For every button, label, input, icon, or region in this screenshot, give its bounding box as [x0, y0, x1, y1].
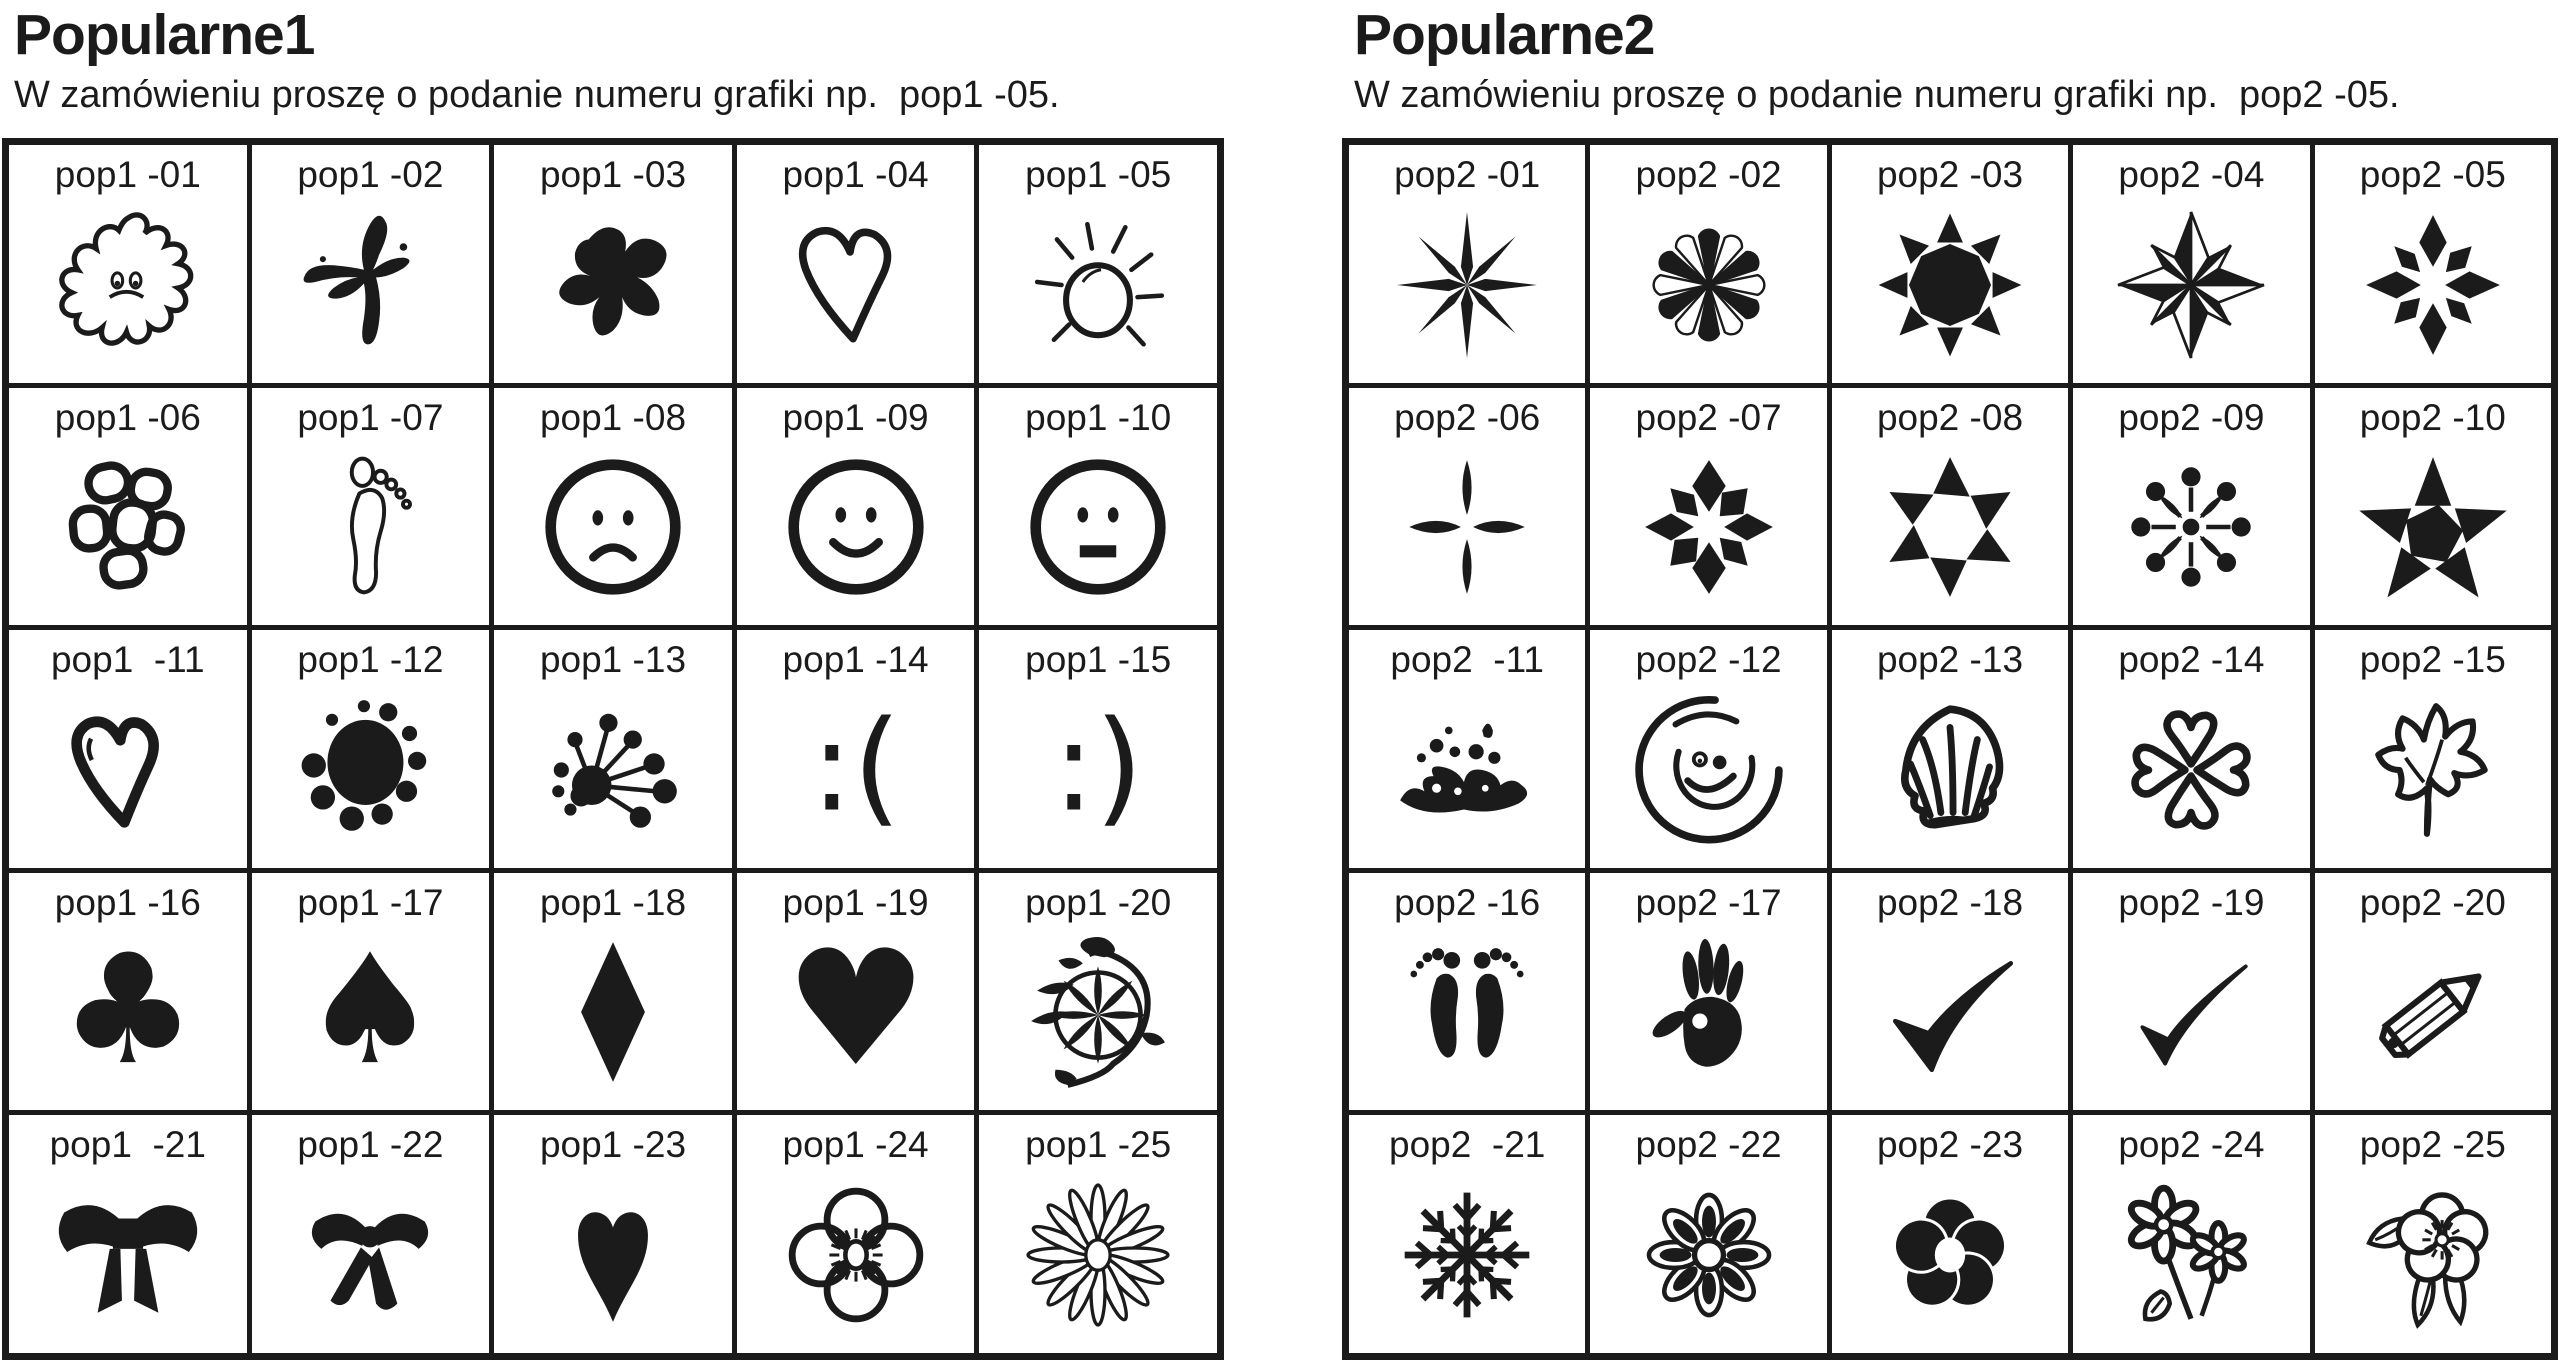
grid-cell — [1832, 1115, 2068, 1353]
cell-label: pop2 -14 — [2118, 639, 2265, 681]
ink-splat-icon — [252, 197, 490, 383]
grid-cell — [1832, 630, 2068, 868]
cell-label: pop2 -21 — [1389, 1124, 1546, 1166]
cell-label: pop2 -10 — [2359, 396, 2506, 438]
grid-cell — [494, 388, 732, 626]
grid-cell — [252, 388, 490, 626]
grid-cell — [1590, 388, 1826, 626]
cell-label: pop1 -25 — [1025, 1124, 1172, 1166]
grid-cell — [979, 145, 1217, 383]
cell-label: pop1 -05 — [1025, 154, 1172, 195]
petal-cross-icon — [1349, 439, 1585, 625]
dot-burst-flower-icon — [2073, 439, 2309, 625]
order-instruction: W zamówieniu proszę o podanie numeru grafiki np. pop2 -05. — [1354, 74, 2400, 116]
grid-cell — [737, 630, 975, 868]
grid-cell — [979, 388, 1217, 626]
daisy-outline-icon — [979, 1167, 1217, 1353]
graphics-table-pop1 — [2, 138, 1224, 1360]
cell-label: pop1 -04 — [782, 154, 929, 195]
svg-text:♠: ♠ — [302, 936, 439, 1089]
diamond-star-icon — [2315, 197, 2551, 383]
wedge-snowflake-icon — [1590, 439, 1826, 625]
cell-label: pop2 -24 — [2118, 1124, 2265, 1166]
heart-suit-icon — [737, 924, 975, 1110]
cell-label: pop2 -19 — [2118, 881, 2265, 923]
pinwheel-star-icon — [2315, 439, 2551, 625]
grid-cell — [1590, 1115, 1826, 1353]
grid-cell — [2315, 1115, 2551, 1353]
solid-bow-icon — [9, 1167, 247, 1353]
neutral-face-icon — [979, 439, 1217, 625]
floral-star-vine-icon — [979, 924, 1217, 1110]
grid-cell — [737, 873, 975, 1111]
cell-label: pop2 -16 — [1394, 881, 1541, 923]
cell-label: pop2 -18 — [1876, 881, 2024, 923]
heart-outline-icon — [737, 197, 975, 383]
grid-cell — [9, 873, 247, 1111]
cell-label: pop2 -04 — [2118, 154, 2265, 195]
grid-cell — [1590, 145, 1826, 383]
cell-label: pop1 -03 — [539, 154, 687, 195]
section-title: Popularne2 — [1354, 3, 1655, 67]
grid-cell — [737, 1115, 975, 1353]
grid-cell — [9, 1115, 247, 1353]
cell-label: pop1 -21 — [49, 1124, 206, 1166]
clover-icon — [2073, 682, 2309, 868]
grid-cell — [494, 630, 732, 868]
grid-cell — [1832, 873, 2068, 1111]
doodle-smiley-icon — [1590, 682, 1826, 868]
doodle-sun-icon — [979, 197, 1217, 383]
cell-label: pop1 -23 — [539, 1124, 687, 1166]
grid-cell — [2073, 145, 2309, 383]
cell-label: pop2 -17 — [1635, 881, 1782, 923]
diamond-suit-icon — [494, 924, 732, 1110]
cell-label: pop2 -12 — [1635, 639, 1782, 681]
snowflake-icon — [1349, 1167, 1585, 1353]
cell-label: pop2 -25 — [2359, 1124, 2506, 1166]
grid-cell — [1349, 873, 1585, 1111]
check-icon — [2073, 924, 2309, 1110]
six-point-star-icon — [1832, 439, 2068, 625]
grid-cell — [2315, 145, 2551, 383]
grid-cell — [1349, 1115, 1585, 1353]
grid-cell — [494, 873, 732, 1111]
bold-check-icon — [1832, 924, 2068, 1110]
grid-cell — [2073, 1115, 2309, 1353]
ringed-flower-icon — [1590, 1167, 1826, 1353]
blob-splat-icon — [494, 197, 732, 383]
grid-cell — [737, 388, 975, 626]
daisy-pair-icon — [2073, 1167, 2309, 1353]
leaf-icon — [2315, 682, 2551, 868]
cell-label: pop1 -12 — [297, 639, 444, 681]
grid-cell — [9, 145, 247, 383]
svg-text::(: :( — [810, 694, 901, 840]
cell-label: pop2 -09 — [2118, 396, 2265, 438]
grid-cell — [737, 145, 975, 383]
grid-cell — [979, 1115, 1217, 1353]
grid-cell — [252, 630, 490, 868]
cell-label: pop1 -08 — [539, 396, 687, 438]
cell-label: pop2 -20 — [2359, 881, 2506, 923]
svg-text:♣: ♣ — [59, 936, 196, 1089]
cell-label: pop1 -22 — [297, 1124, 444, 1166]
grid-cell — [2073, 388, 2309, 626]
grid-cell — [1590, 873, 1826, 1111]
splat-outline-face-icon — [9, 197, 247, 383]
grid-cell — [252, 1115, 490, 1353]
grid-cell — [979, 630, 1217, 868]
grid-cell — [2073, 873, 2309, 1111]
footprint-outline-icon — [252, 439, 490, 625]
cell-label: pop2 -08 — [1876, 396, 2024, 438]
grid-cell — [2073, 630, 2309, 868]
section-title: Popularne1 — [14, 3, 315, 67]
graphics-table-pop2 — [1342, 138, 2558, 1360]
cell-label: pop1 -06 — [54, 396, 201, 438]
grid-cell — [252, 873, 490, 1111]
grid-cell — [494, 1115, 732, 1353]
five-petal-flower-icon — [1832, 1167, 2068, 1353]
grid-cell — [1832, 388, 2068, 626]
cell-label: pop1 -15 — [1025, 639, 1172, 681]
cell-label: pop2 -11 — [1390, 639, 1544, 681]
cell-label: pop1 -07 — [297, 396, 444, 438]
cell-label: pop2 -13 — [1876, 639, 2024, 681]
seashell-icon — [1832, 682, 2068, 868]
sparkle-star-icon — [1349, 197, 1585, 383]
cell-label: pop1 -01 — [54, 154, 201, 195]
handprint-icon — [1590, 924, 1826, 1110]
spade-suit-icon — [252, 924, 490, 1110]
ribbon-bow-icon — [252, 1167, 490, 1353]
sad-face-icon — [494, 439, 732, 625]
pencil-icon — [2315, 924, 2551, 1110]
cell-label: pop2 -06 — [1394, 396, 1541, 438]
grid-cell — [1349, 388, 1585, 626]
cell-label: pop2 -05 — [2359, 154, 2506, 195]
cell-label: pop2 -15 — [2359, 639, 2506, 681]
grid-cell — [252, 145, 490, 383]
grid-cell — [1832, 145, 2068, 383]
cell-label: pop1 -10 — [1025, 396, 1172, 438]
svg-text:♥: ♥ — [784, 936, 928, 1089]
grid-cell — [2315, 388, 2551, 626]
pebbles-icon — [9, 439, 247, 625]
cell-label: pop1 -17 — [297, 881, 444, 923]
cell-label: pop1 -11 — [50, 639, 205, 681]
smile-emoticon-icon — [979, 682, 1217, 868]
cell-label: pop1 -19 — [782, 881, 929, 923]
dotted-sun-blob-icon — [252, 682, 490, 868]
cell-label: pop1 -09 — [782, 396, 929, 438]
grid-cell — [2315, 873, 2551, 1111]
cell-label: pop2 -22 — [1635, 1124, 1782, 1166]
poppy-flower-icon — [737, 1167, 975, 1353]
cell-label: pop2 -03 — [1876, 154, 2024, 195]
cell-label: pop2 -01 — [1394, 154, 1541, 195]
frown-emoticon-icon — [737, 682, 975, 868]
footprints-icon — [1349, 924, 1585, 1110]
cell-label: pop1 -16 — [54, 881, 201, 923]
grid-cell — [979, 873, 1217, 1111]
cell-label: pop1 -24 — [782, 1124, 929, 1166]
cell-label: pop1 -13 — [539, 639, 687, 681]
cell-label: pop2 -07 — [1635, 396, 1782, 438]
cell-label: pop1 -18 — [539, 881, 687, 923]
pinwheel-flower-icon — [1590, 197, 1826, 383]
cell-label: pop1 -14 — [782, 639, 929, 681]
grid-cell — [1349, 630, 1585, 868]
wave-splash-icon — [1349, 682, 1585, 868]
wild-rose-icon — [2315, 1167, 2551, 1353]
svg-text::): :) — [1052, 694, 1144, 840]
grid-cell — [1590, 630, 1826, 868]
cell-label: pop1 -20 — [1025, 881, 1172, 923]
cell-label: pop2 -23 — [1876, 1124, 2024, 1166]
grid-cell — [2315, 630, 2551, 868]
section-popularne2 — [1342, 0, 2558, 1360]
club-suit-icon — [9, 924, 247, 1110]
grid-cell — [9, 388, 247, 626]
section-popularne1 — [2, 0, 1224, 1360]
brush-heart-icon — [9, 682, 247, 868]
smiley-face-icon — [737, 439, 975, 625]
sun-burst-icon — [1832, 197, 2068, 383]
cell-label: pop2 -02 — [1635, 154, 1782, 195]
order-instruction: W zamówieniu proszę o podanie numeru grafiki np. pop1 -05. — [14, 74, 1060, 116]
cell-label: pop1 -02 — [297, 154, 444, 195]
grid-cell — [494, 145, 732, 383]
tall-heart-icon — [494, 1167, 732, 1353]
splash-burst-icon — [494, 682, 732, 868]
grid-cell — [1349, 145, 1585, 383]
grid-cell — [9, 630, 247, 868]
compass-star-icon — [2073, 197, 2309, 383]
